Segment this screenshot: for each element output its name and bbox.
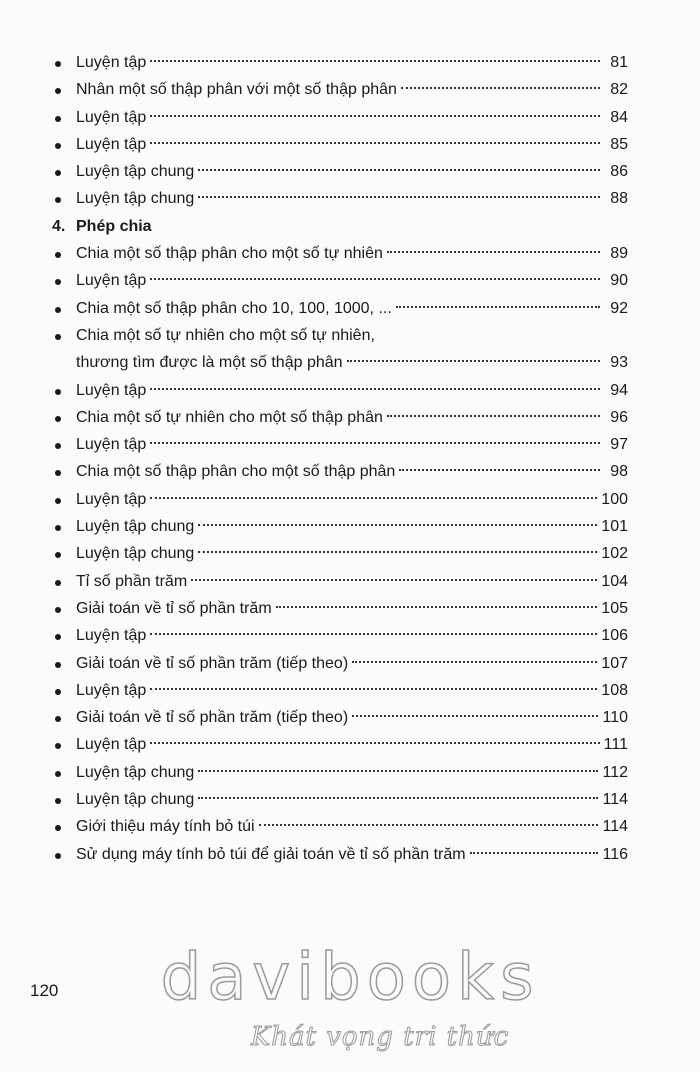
toc-entry[interactable]	[52, 377, 628, 404]
dot-leader	[198, 524, 597, 526]
dot-leader	[276, 606, 598, 608]
toc-entry[interactable]	[52, 813, 628, 840]
toc-page-number: 81	[610, 54, 628, 71]
bullet-icon	[55, 607, 61, 613]
toc-entry-title-cont: thương tìm được là một số thập phân	[76, 354, 343, 372]
toc-entry-title: Luyện tập	[76, 135, 147, 153]
toc-entry-title: Luyện tập	[76, 490, 147, 508]
toc-entry[interactable]	[52, 240, 628, 267]
dot-leader	[150, 442, 600, 444]
toc-page-number: 97	[610, 436, 628, 454]
toc-entry-title: Luyện tập chung	[76, 518, 195, 536]
toc-entry-title: Sử dụng máy tính bỏ túi để giải toán về tỉ số phần trăm	[76, 845, 466, 863]
toc-page-number: 90	[610, 272, 628, 290]
toc-entry[interactable]	[52, 486, 628, 513]
toc-entry-title: Luyện tập	[76, 736, 147, 754]
dot-leader	[150, 142, 600, 144]
toc-entry-title: Giới thiệu máy tính bỏ túi	[76, 818, 255, 836]
toc-page-number: 88	[610, 190, 628, 208]
toc-entry-title: Luyện tập	[76, 54, 147, 71]
dot-leader	[150, 688, 597, 690]
bullet-icon	[55, 143, 61, 149]
toc-entry[interactable]	[52, 404, 628, 431]
bullet-icon	[55, 798, 61, 804]
bullet-icon	[55, 307, 61, 313]
toc-entry-title: Chia một số thập phân cho 10, 100, 1000, ...	[76, 299, 392, 317]
toc-entry-title: Giải toán về tỉ số phần trăm	[76, 599, 272, 617]
toc-page-number: 92	[610, 299, 628, 317]
toc-entry[interactable]	[52, 731, 628, 758]
toc-page-number: 98	[610, 463, 628, 481]
toc-entry-title: Giải toán về tỉ số phần trăm (tiếp theo)	[76, 654, 349, 672]
toc-entry[interactable]	[52, 295, 628, 322]
toc-entry-title: Luyện tập	[76, 272, 147, 290]
section-title: Phép chia	[76, 217, 152, 235]
toc-entry-title: Chia một số thập phân cho một số thập phân	[76, 463, 396, 481]
bullet-icon	[55, 498, 61, 504]
dot-leader	[259, 824, 599, 826]
toc-page-number: 85	[610, 135, 628, 153]
toc-entry-title: Chia một số tự nhiên cho một số thập phân	[76, 408, 383, 426]
dot-leader	[150, 388, 600, 390]
toc-entry-title: Luyện tập	[76, 681, 147, 699]
toc-entry-title: Luyện tập chung	[76, 763, 195, 781]
toc-entry-title: Nhân một số thập phân với một số thập phân	[76, 81, 397, 99]
toc-page-number: 93	[610, 354, 628, 372]
toc-entry[interactable]	[52, 540, 628, 567]
toc-entry-title: Tỉ số phần trăm	[76, 572, 188, 590]
toc-entry[interactable]	[52, 458, 628, 485]
toc-page-number: 112	[602, 763, 628, 781]
toc-page-number: 102	[601, 545, 628, 563]
toc-page-number: 116	[602, 845, 628, 863]
toc-entry-title: Luyện tập	[76, 436, 147, 454]
toc-page-number: 94	[610, 381, 628, 399]
toc-entry[interactable]	[52, 595, 628, 622]
toc-entry-title: Chia một số thập phân cho một số tự nhiên	[76, 245, 383, 263]
dot-leader	[399, 469, 600, 471]
dot-leader	[352, 715, 598, 717]
toc-page-number: 86	[610, 163, 628, 181]
toc-page-number: 96	[610, 408, 628, 426]
dot-leader	[150, 60, 600, 62]
dot-leader	[198, 797, 598, 799]
toc-entry[interactable]	[52, 49, 628, 76]
dot-leader	[470, 852, 599, 854]
toc-entry-title: Luyện tập	[76, 627, 147, 645]
toc-page-number: 107	[601, 654, 628, 672]
dot-leader	[198, 196, 600, 198]
toc-page-number: 108	[601, 681, 628, 699]
bullet-icon	[55, 689, 61, 695]
toc-page-number: 110	[602, 709, 628, 727]
bullet-icon	[55, 525, 61, 531]
dot-leader	[150, 633, 597, 635]
dot-leader	[150, 115, 600, 117]
dot-leader	[150, 497, 597, 499]
dot-leader	[352, 661, 597, 663]
toc-entry-title: Luyện tập	[76, 108, 147, 126]
dot-leader	[150, 742, 599, 744]
toc-page-number: 105	[601, 599, 628, 617]
section-number: 4.	[52, 217, 66, 235]
bullet-icon	[55, 771, 61, 777]
toc-page-number: 114	[602, 791, 628, 809]
toc-entry[interactable]	[52, 513, 628, 540]
toc-page-number: 101	[601, 518, 628, 536]
toc-page-number: 100	[601, 490, 628, 508]
dot-leader	[387, 415, 600, 417]
toc-entry[interactable]	[52, 267, 628, 294]
bullet-icon	[55, 334, 61, 340]
watermark	[150, 938, 550, 1052]
toc-page-number: 84	[610, 108, 628, 126]
toc-entry[interactable]	[52, 131, 628, 158]
toc-entry-title: Luyện tập chung	[76, 163, 195, 181]
toc-entry-title: Luyện tập chung	[76, 791, 195, 809]
bullet-icon	[55, 580, 61, 586]
toc-entry[interactable]	[52, 650, 628, 677]
toc-entry[interactable]	[52, 104, 628, 131]
bullet-icon	[55, 61, 61, 67]
toc-entry[interactable]	[52, 158, 628, 185]
table-of-contents	[52, 49, 628, 868]
bullet-icon	[55, 389, 61, 395]
toc-entry[interactable]	[52, 76, 628, 103]
dot-leader	[198, 551, 597, 553]
toc-page-number: 114	[602, 818, 628, 836]
dot-leader	[198, 169, 600, 171]
bullet-icon	[55, 662, 61, 668]
dot-leader	[401, 87, 600, 89]
watermark-logo: davibooks	[160, 941, 540, 1015]
toc-page-number: 111	[603, 736, 628, 754]
dot-leader	[191, 579, 597, 581]
toc-page-number: 89	[610, 245, 628, 263]
dot-leader	[347, 360, 600, 362]
toc-entry-title: Luyện tập chung	[76, 190, 195, 208]
page-number: 120	[30, 981, 59, 1000]
watermark-slogan: Khát vọng tri thức	[250, 1022, 510, 1052]
dot-leader	[387, 251, 600, 253]
bullet-icon	[55, 116, 61, 122]
toc-entry-title: Luyện tập chung	[76, 545, 195, 563]
toc-entry[interactable]	[52, 786, 628, 813]
dot-leader	[396, 306, 600, 308]
dot-leader	[198, 770, 598, 772]
toc-entry-title: Giải toán về tỉ số phần trăm (tiếp theo)	[76, 709, 349, 727]
toc-entry[interactable]	[52, 704, 628, 731]
toc-page-number: 106	[601, 627, 628, 645]
toc-entry-title: Luyện tập	[76, 381, 147, 399]
toc-entry[interactable]	[52, 431, 628, 458]
toc-entry[interactable]	[52, 622, 628, 649]
toc-page-number: 82	[610, 81, 628, 99]
toc-entry[interactable]	[52, 677, 628, 704]
toc-entry[interactable]	[52, 841, 628, 868]
toc-entry-title: Chia một số tự nhiên cho một số tự nhiên,	[76, 326, 375, 344]
toc-entry[interactable]	[52, 322, 628, 377]
toc-entry[interactable]	[52, 759, 628, 786]
bullet-icon	[55, 416, 61, 422]
dot-leader	[150, 278, 600, 280]
section-heading	[52, 213, 628, 240]
toc-page-number: 104	[601, 572, 628, 590]
bullet-icon	[55, 853, 61, 859]
toc-entry[interactable]	[52, 568, 628, 595]
toc-entry[interactable]	[52, 185, 628, 212]
